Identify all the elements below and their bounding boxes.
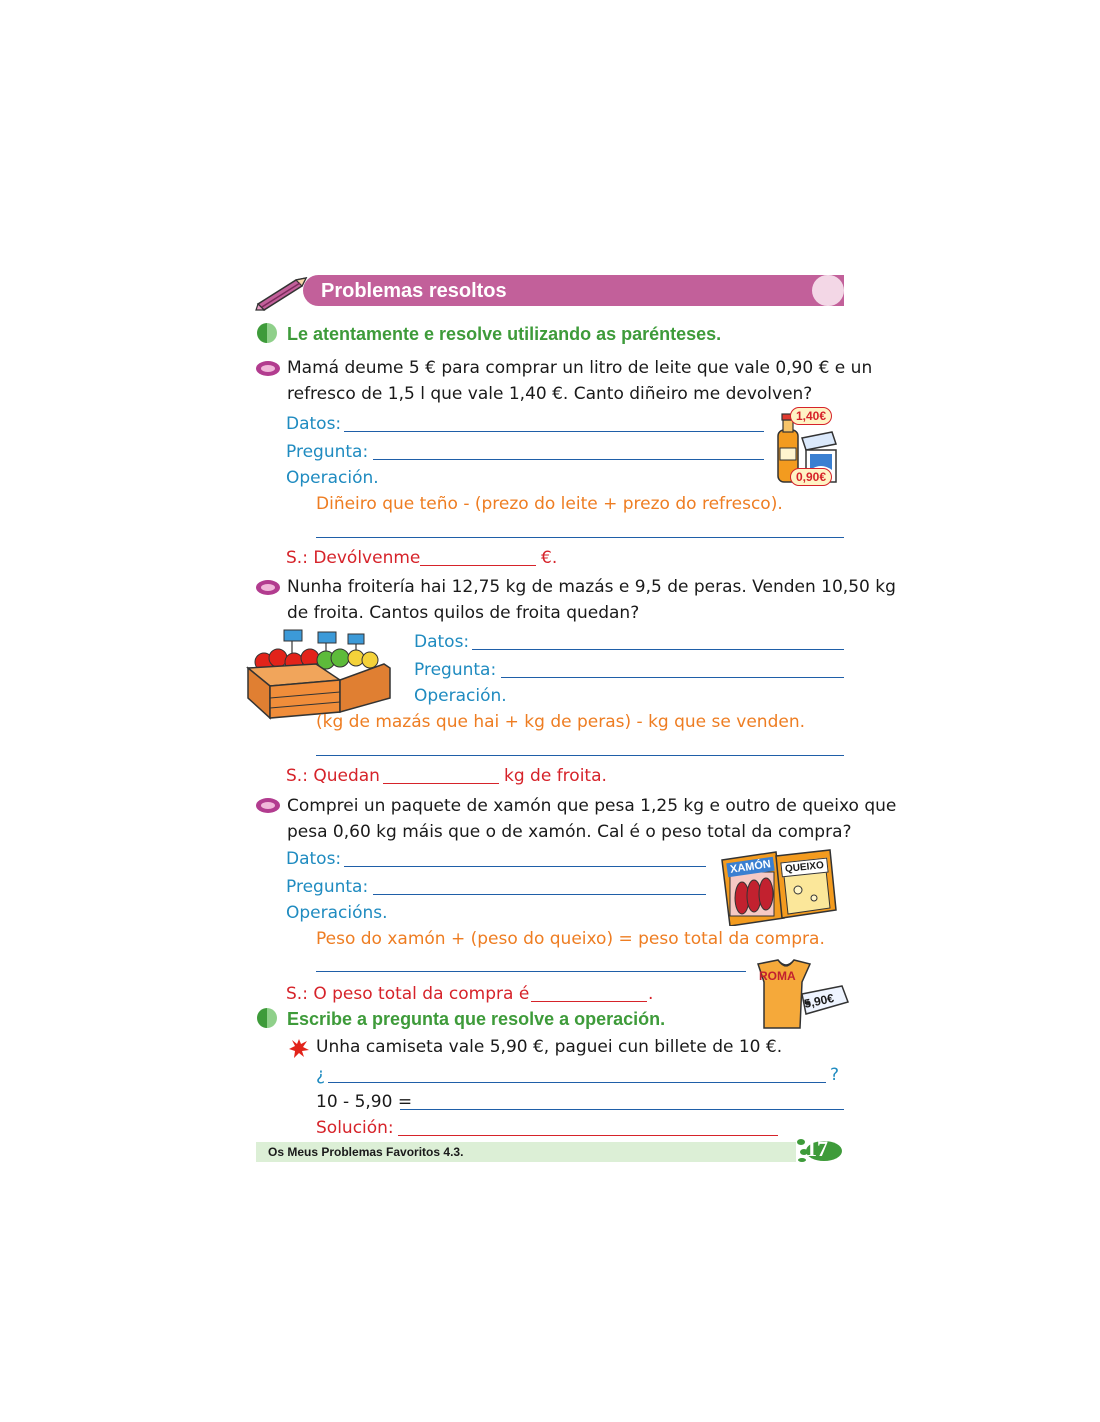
pregunta-label: Pregunta: <box>414 660 497 680</box>
cheese-package-label: QUEIXO <box>780 858 828 878</box>
splat-bullet-icon <box>287 1036 311 1060</box>
solution-prefix: S.: Quedan <box>286 766 380 786</box>
header-bar-cap <box>812 275 844 306</box>
problem-bullet-icon <box>256 580 280 595</box>
datos-answer-line[interactable] <box>344 431 764 432</box>
solution-answer-line[interactable] <box>420 565 536 566</box>
footer-book-title: Os Meus Problemas Favoritos 4.3. <box>268 1145 464 1159</box>
problem-3-text-line-1: Comprei un paquete de xamón que pesa 1,25 kg e outro de queixo que <box>287 796 897 816</box>
problem-2-text-line-1: Nunha froitería hai 12,75 kg de mazás e 9,5 de peras. Venden 10,50 kg <box>287 577 896 597</box>
pregunta-label: Pregunta: <box>286 442 369 462</box>
pregunta-label: Pregunta: <box>286 877 369 897</box>
problem-bullet-icon <box>256 361 280 376</box>
datos-label: Datos: <box>286 849 342 869</box>
datos-label: Datos: <box>286 414 342 434</box>
section-instruction: Le atentamente e resolve utilizando as parénteses. <box>287 324 722 344</box>
pencil-icon <box>254 274 310 312</box>
question-open-mark: ¿ <box>316 1065 326 1085</box>
solution-prefix: S.: Devólvenme <box>286 548 421 568</box>
solution-suffix: kg de froita. <box>504 766 607 786</box>
solution-label: Solución: <box>316 1118 394 1138</box>
solution-suffix: . <box>648 984 654 1004</box>
pregunta-answer-line[interactable] <box>373 459 764 460</box>
solution-answer-line[interactable] <box>398 1135 778 1136</box>
operation-expression: 10 - 5,90 = <box>316 1092 413 1112</box>
soda-price-tag: 1,40€ <box>790 407 832 425</box>
operation-answer-line[interactable] <box>316 971 746 972</box>
problem-bullet-icon <box>256 798 280 813</box>
tshirt-price-tag: 5,90€ <box>802 991 836 1011</box>
datos-answer-line[interactable] <box>472 649 844 650</box>
fruit-crates-illustration <box>244 628 394 720</box>
datos-label: Datos: <box>414 632 470 652</box>
operacion-label: Operacións. <box>286 903 388 923</box>
datos-answer-line[interactable] <box>344 866 706 867</box>
pregunta-answer-line[interactable] <box>373 894 706 895</box>
ham-package-label: XAMÓN <box>726 857 774 877</box>
page-title: Problemas resoltos <box>321 280 507 302</box>
operation-answer-line[interactable] <box>316 755 844 756</box>
problem-1-text-line-2: refresco de 1,5 l que vale 1,40 €. Canto diñeiro me devolven? <box>287 384 813 404</box>
solution-prefix: S.: O peso total da compra é <box>286 984 530 1004</box>
operation-formula: Diñeiro que teño - (prezo do leite + prezo do refresco). <box>316 494 783 514</box>
operacion-label: Operación. <box>286 468 379 488</box>
question-answer-line[interactable] <box>328 1082 826 1083</box>
section-instruction: Escribe a pregunta que resolve a operación. <box>287 1009 666 1029</box>
problem-3-text-line-2: pesa 0,60 kg máis que o de xamón. Cal é o peso total da compra? <box>287 822 852 842</box>
solution-answer-line[interactable] <box>531 1001 647 1002</box>
solution-suffix: €. <box>541 548 558 568</box>
question-close-mark: ? <box>830 1065 840 1085</box>
problem-2-text-line-2: de froita. Cantos quilos de froita quedan? <box>287 603 640 623</box>
solution-answer-line[interactable] <box>383 783 499 784</box>
milk-price-tag: 0,90€ <box>790 468 832 486</box>
operation-answer-line[interactable] <box>316 537 844 538</box>
tshirt-brand-label: ROMA <box>759 969 796 983</box>
operation-answer-line[interactable] <box>400 1109 844 1110</box>
operation-formula: Peso do xamón + (peso do queixo) = peso total da compra. <box>316 929 825 949</box>
page-number: 17 <box>806 1136 828 1161</box>
pregunta-answer-line[interactable] <box>501 677 844 678</box>
operacion-label: Operación. <box>414 686 507 706</box>
problem-1-text-line-1: Mamá deume 5 € para comprar un litro de leite que vale 0,90 € e un <box>287 358 873 378</box>
exercise-statement: Unha camiseta vale 5,90 €, paguei cun billete de 10 €. <box>316 1037 783 1057</box>
operation-formula: (kg de mazás que hai + kg de peras) - kg que se venden. <box>316 712 805 732</box>
section-marker-icon <box>257 1008 277 1028</box>
section-marker-icon <box>257 323 277 343</box>
